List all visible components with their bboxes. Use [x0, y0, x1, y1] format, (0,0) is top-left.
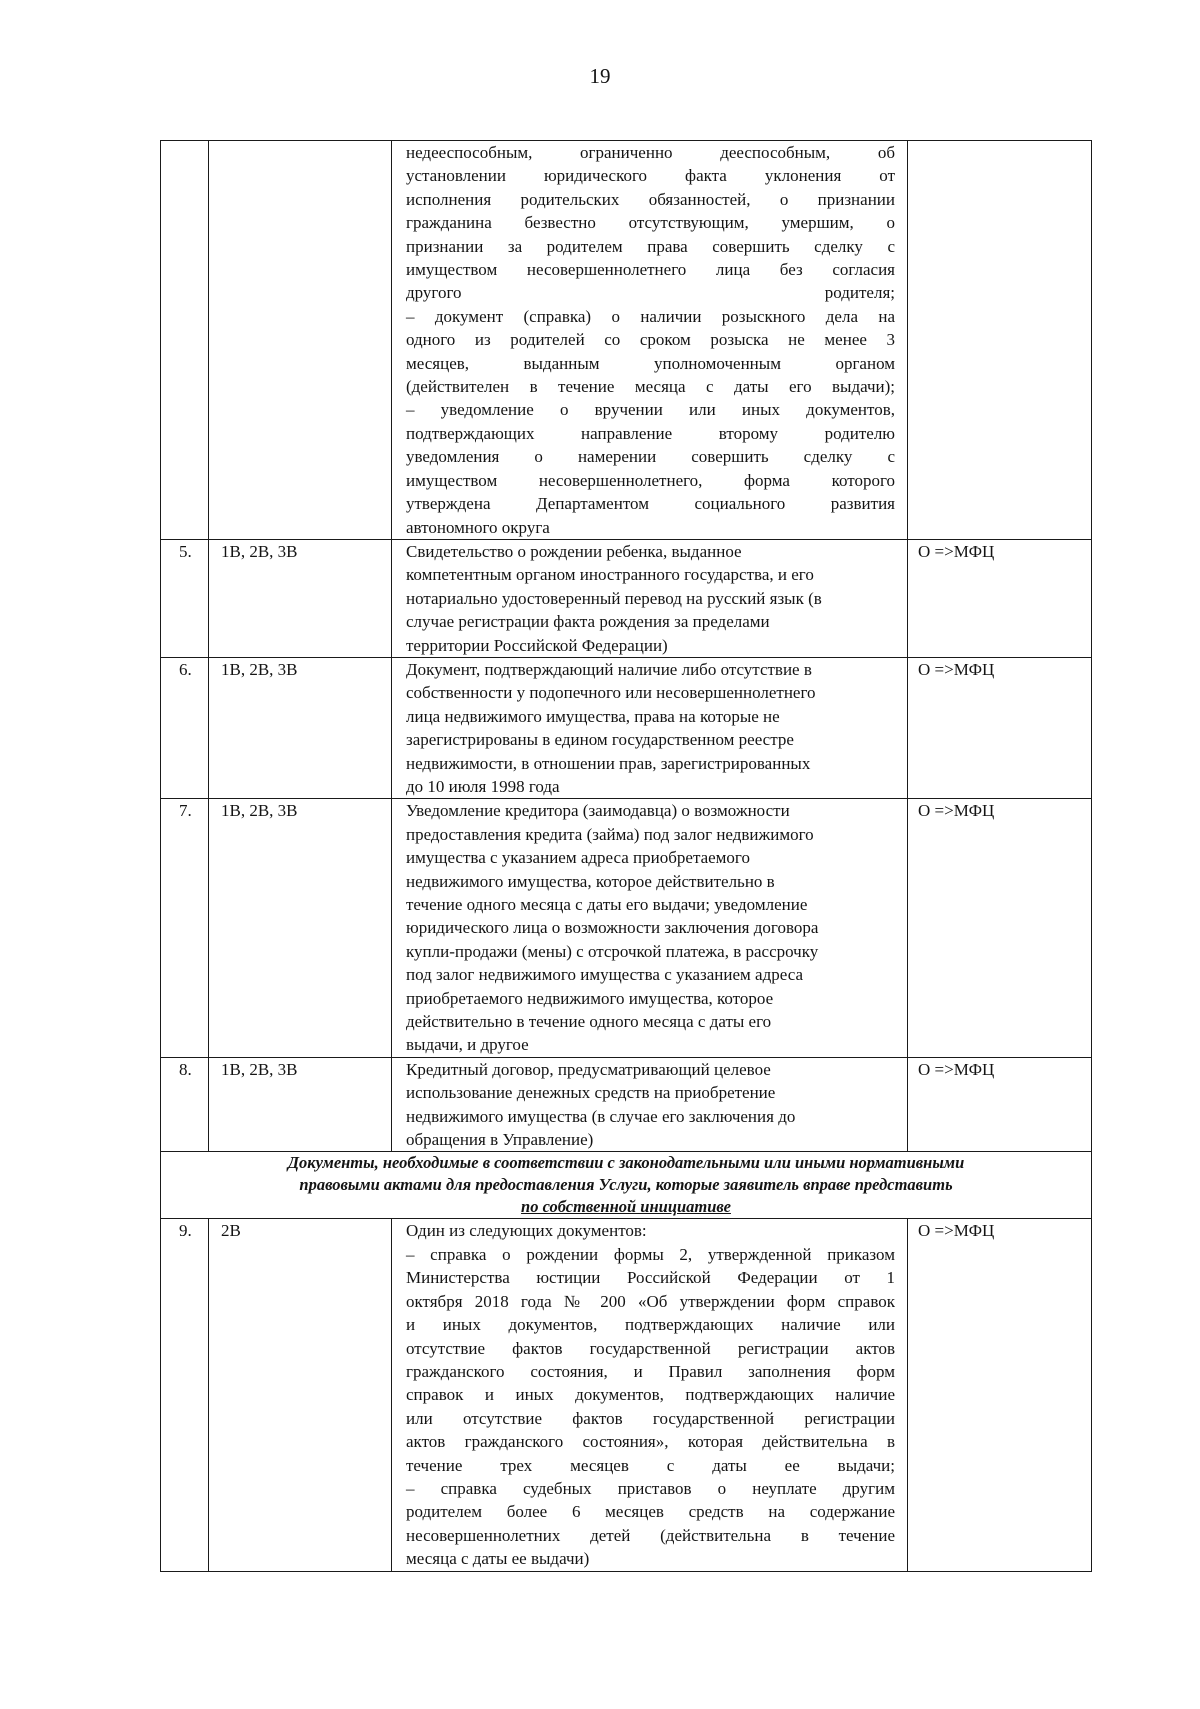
row-document-description	[392, 799, 908, 1057]
description-line: гражданина безвестно отсутствующим, умершим, о	[406, 213, 895, 233]
row-submission-route: О =>МФЦ	[908, 657, 1092, 798]
description-line: действительно в течение одного месяца с даты его	[406, 1012, 772, 1032]
description-line: исполнения родительских обязанностей, о признании	[406, 189, 895, 209]
description-line: компетентным органом иностранного государства, и его	[406, 565, 814, 585]
row-submission-route	[908, 141, 1092, 540]
row-submission-route: О =>МФЦ	[908, 1219, 1092, 1571]
description-line: собственности у подопечного или несовершеннолетнего	[406, 683, 816, 703]
section-header-line: правовыми актами для предоставления Услуги, которые заявитель вправе представить	[299, 1175, 953, 1195]
row-document-description	[392, 1219, 908, 1571]
row-submission-route: О =>МФЦ	[908, 799, 1092, 1057]
description-line: другого родителя;	[406, 283, 895, 303]
description-line: приобретаемого недвижимого имущества, которое	[406, 988, 774, 1008]
description-line: родителем более 6 месяцев средств на содержание	[406, 1502, 895, 1522]
description-line: выдачи, и другое	[406, 1035, 529, 1055]
section-header-row	[161, 1152, 1092, 1219]
description-line: справок и иных документов, подтверждающих наличие	[406, 1385, 895, 1405]
description-line: имуществом несовершеннолетнего лица без согласия	[406, 260, 895, 280]
row-applicant-codes: 1В, 2В, 3В	[209, 1057, 392, 1152]
row-number: 7.	[161, 799, 209, 1057]
description-line: отсутствие фактов государственной регистрации актов	[406, 1338, 895, 1358]
description-line: уведомления о намерении совершить сделку с	[406, 447, 895, 467]
documents-table	[160, 140, 1092, 1572]
table-row	[161, 799, 1092, 1057]
description-line: установлении юридического факта уклонения от	[406, 166, 895, 186]
description-line: подтверждающих направление второму родителю	[406, 423, 895, 443]
description-line: Свидетельство о рождении ребенка, выданное	[406, 541, 742, 561]
row-applicant-codes: 1В, 2В, 3В	[209, 657, 392, 798]
table-row	[161, 1057, 1092, 1152]
row-number: 9.	[161, 1219, 209, 1571]
description-line: использование денежных средств на приобретение	[406, 1083, 776, 1103]
row-document-description	[392, 539, 908, 657]
description-list	[406, 1243, 895, 1571]
description-line: территории Российской Федерации)	[406, 635, 668, 655]
description-line: имуществом несовершеннолетнего, форма которого	[406, 470, 895, 490]
row-submission-route: О =>МФЦ	[908, 539, 1092, 657]
row-submission-route: О =>МФЦ	[908, 1057, 1092, 1152]
description-line: автономного округа	[406, 517, 550, 537]
row-number	[161, 141, 209, 540]
description-line: (действителен в течение месяца с даты его выдачи);	[406, 377, 895, 397]
documents-table-body	[161, 141, 1092, 1572]
description-line: признании за родителем права совершить сделку с	[406, 236, 895, 256]
description-line: недвижимости, в отношении прав, зарегистрированных	[406, 753, 811, 773]
row-number: 6.	[161, 657, 209, 798]
description-line: гражданского состояния, и Правил заполнения форм	[406, 1361, 895, 1381]
section-header-line: по собственной инициативе	[521, 1197, 731, 1217]
description-line: до 10 июля 1998 года	[406, 776, 560, 796]
page-number: 19	[589, 64, 611, 88]
description-line: обращения в Управление)	[406, 1130, 594, 1150]
row-number: 5.	[161, 539, 209, 657]
description-intro: Один из следующих документов:	[406, 1221, 647, 1241]
description-line: под залог недвижимого имущества с указанием адреса	[406, 965, 804, 985]
section-header	[161, 1152, 1092, 1219]
description-line: Документ, подтверждающий наличие либо отсутствие в	[406, 659, 812, 679]
description-line: – уведомление о вручении или иных документов,	[406, 400, 895, 420]
description-line: несовершеннолетних детей (действительна в течение	[406, 1525, 895, 1545]
description-line: или отсутствие фактов государственной регистрации	[406, 1408, 895, 1428]
table-row	[161, 539, 1092, 657]
row-number: 8.	[161, 1057, 209, 1152]
description-line: имущества с указанием адреса приобретаемого	[406, 848, 750, 868]
description-line: Министерства юстиции Российской Федерации от 1	[406, 1268, 895, 1288]
description-line: недвижимого имущества (в случае его заключения до	[406, 1106, 796, 1126]
description-line: утверждена Департаментом социального развития	[406, 494, 895, 514]
description-line: актов гражданского состояния», которая действительна в	[406, 1432, 895, 1452]
table-row	[161, 657, 1092, 798]
description-line: Уведомление кредитора (заимодавца) о возможности	[406, 801, 790, 821]
description-line: и иных документов, подтверждающих наличие или	[406, 1315, 895, 1335]
description-line: купли-продажи (мены) с отсрочкой платежа, в рассрочку	[406, 941, 819, 961]
description-line: предоставления кредита (займа) под залог недвижимого	[406, 824, 814, 844]
description-line: месяца с даты ее выдачи)	[406, 1549, 590, 1569]
description-line: – документ (справка) о наличии розыскного дела на	[406, 306, 895, 326]
row-applicant-codes: 2В	[209, 1219, 392, 1571]
description-line: одного из родителей со сроком розыска не менее 3	[406, 330, 895, 350]
table-row	[161, 141, 1092, 540]
description-line: течение одного месяца с даты его выдачи; уведомление	[406, 895, 808, 914]
description-line: зарегистрированы в едином государственном реестре	[406, 730, 794, 750]
table-row	[161, 1219, 1092, 1571]
description-line: – справка о рождении формы 2, утвержденной приказом	[406, 1244, 895, 1264]
description-line: случае регистрации факта рождения за пределами	[406, 612, 770, 632]
row-applicant-codes: 1В, 2В, 3В	[209, 539, 392, 657]
description-line: – справка судебных приставов о неуплате другим	[406, 1478, 895, 1498]
description-line: Кредитный договор, предусматривающий целевое	[406, 1059, 771, 1079]
row-document-description	[392, 657, 908, 798]
row-applicant-codes	[209, 141, 392, 540]
row-document-description	[392, 1057, 908, 1152]
row-document-description	[392, 141, 908, 540]
description-line: лица недвижимого имущества, права на которые не	[406, 706, 780, 726]
description-line: нотариально удостоверенный перевод на русский язык (в	[406, 588, 822, 608]
description-line: недвижимого имущества, которое действительно в	[406, 871, 775, 891]
row-applicant-codes: 1В, 2В, 3В	[209, 799, 392, 1057]
description-line: месяцев, выданным уполномоченным органом	[406, 353, 895, 373]
section-header-line: Документы, необходимые в соответствии с законодательными или иными нормативными	[287, 1153, 965, 1173]
description-line: недееспособным, ограниченно дееспособным, об	[406, 143, 895, 162]
description-line: октября 2018 года № 200 «Об утверждении форм справок	[406, 1291, 895, 1311]
description-line: течение трех месяцев с даты ее выдачи;	[406, 1455, 895, 1475]
description-line: юридического лица о возможности заключения договора	[406, 918, 819, 938]
